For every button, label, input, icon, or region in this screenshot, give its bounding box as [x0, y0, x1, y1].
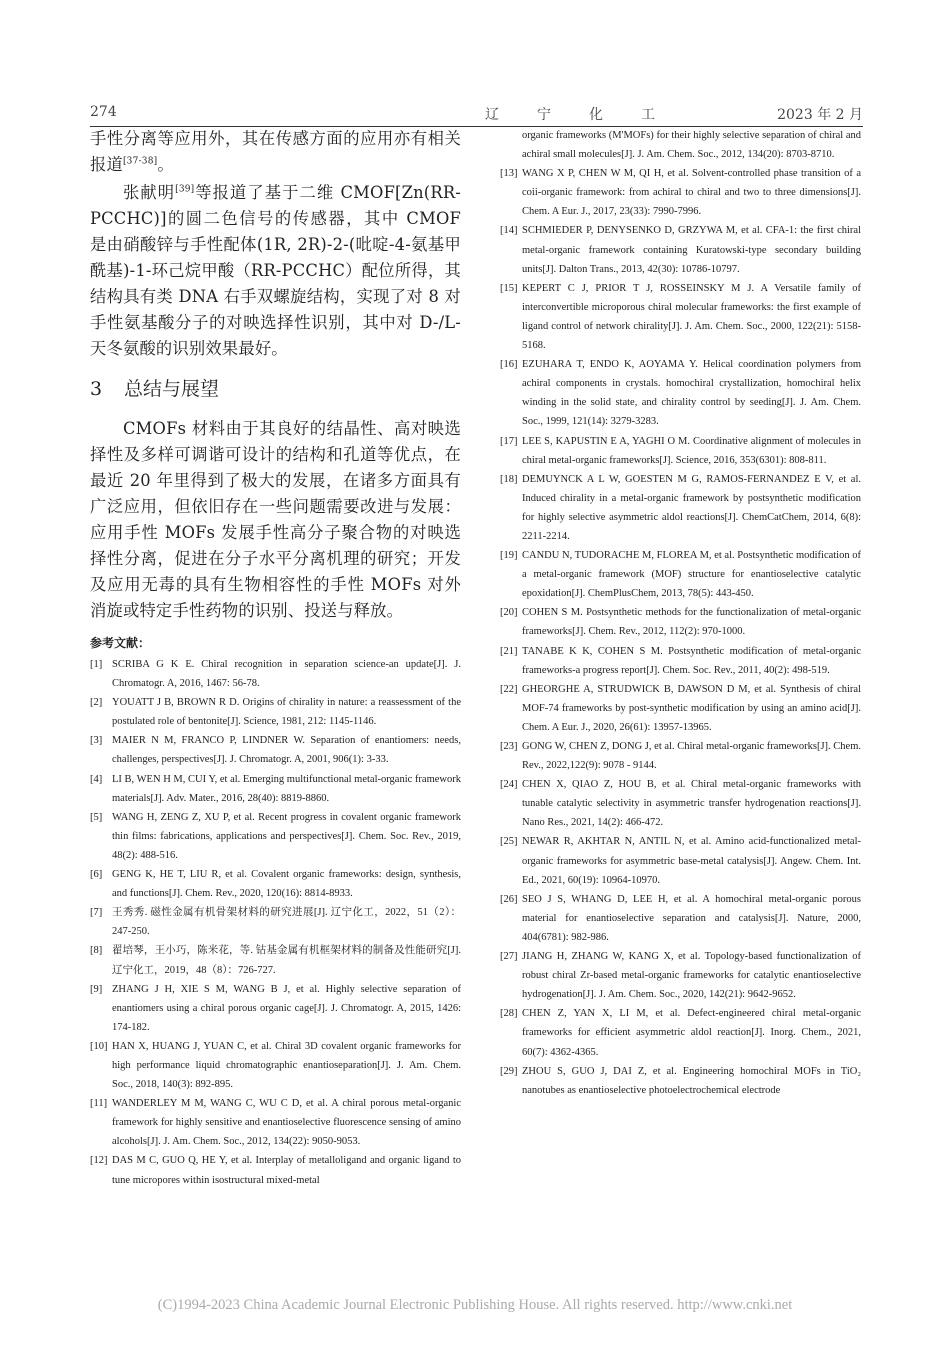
reference-number: [5]: [90, 811, 103, 823]
reference-item: [90, 941, 461, 979]
reference-number: [8]: [90, 945, 103, 957]
reference-number: [28]: [500, 1008, 518, 1020]
reference-text: MAIER N M, FRANCO P, LINDNER W. Separation of enantiomers: needs, challenges, perspectives[J]. J. Chromatogr. A, 2001, 906(1): 3-33.: [112, 735, 461, 766]
reference-item: [500, 432, 861, 470]
reference-item: [90, 808, 461, 865]
reference-number: [1]: [90, 659, 103, 670]
section-number: 3: [90, 378, 103, 400]
page-number: 274: [90, 104, 117, 120]
reference-text: CHEN Z, YAN X, LI M, et al. Defect-engineered chiral metal-organic frameworks for efficient asymmetric aldol reaction[J]. Inorg. Chem., 2021, 60(7): 4362-4365.: [522, 1008, 861, 1058]
citation: [37-38]: [122, 156, 158, 167]
reference-number: [20]: [500, 607, 518, 619]
citation: [39]: [175, 184, 195, 195]
reference-item: [500, 1062, 861, 1100]
journal-char: 辽: [485, 107, 499, 123]
paragraph-text: 手性分离等应用外，其在传感方面的应用亦有相关报道: [90, 129, 461, 174]
reference-text: EZUHARA T, ENDO K, AOYAMA Y. Helical coordination polymers from achiral components in crystals. homochiral crystallization, homochiral helix winding in the solid state, and chirality control by seeding[J]. J. Am. Chem. Soc., 1999, 121(14): 3279-3283.: [522, 359, 861, 428]
page-header: [90, 104, 863, 127]
paragraph-text: 张献明: [123, 183, 176, 202]
journal-name: [485, 104, 655, 124]
reference-item: [500, 947, 861, 1004]
reference-number: [7]: [90, 907, 103, 919]
reference-list: [500, 164, 861, 1100]
reference-text: HAN X, HUANG J, YUAN C, et al. Chiral 3D covalent organic frameworks for high performance liquid chromatographic enantioseparation[J]. J. Am. Chem. Soc., 2018, 140(3): 892-895.: [112, 1040, 461, 1091]
reference-number: [13]: [500, 168, 518, 180]
reference-item: [500, 737, 861, 775]
reference-number: [26]: [500, 893, 518, 905]
reference-text: TANABE K K, COHEN S M. Postsynthetic modification of metal-organic frameworks-a progress report[J]. Chem. Soc. Rev., 2011, 40(2): 498-519.: [522, 645, 861, 676]
reference-number: [3]: [90, 735, 103, 747]
reference-text: LI B, WEN H M, CUI Y, et al. Emerging multifunctional metal-organic framework materials[J]. Adv. Mater., 2016, 28(40): 8819-8860.: [112, 773, 461, 804]
reference-number: [16]: [500, 359, 518, 371]
reference-text: GENG K, HE T, LIU R, et al. Covalent organic frameworks: design, synthesis, and functions[J]. Chem. Rev., 2020, 120(16): 8814-8933.: [112, 869, 461, 900]
reference-item: [90, 770, 461, 808]
reference-text: ZHOU S, GUO J, DAI Z, et al. Engineering homochiral MOFs in TiO₂ nanotubes as enantioselective photoelectrochemical electrode: [522, 1065, 861, 1096]
reference-item: [500, 1004, 861, 1061]
reference-item: [90, 1094, 461, 1151]
reference-item: [500, 642, 861, 680]
reference-item: [500, 221, 861, 278]
reference-item: [500, 680, 861, 737]
left-column: [90, 126, 461, 1190]
reference-text: SCRIBA G K E. Chiral recognition in separation science-an update[J]. J. Chromatogr. A, 2016, 1467: 56-78.: [112, 659, 461, 690]
section-title: 总结与展望: [124, 378, 220, 400]
section-heading: [90, 372, 461, 406]
journal-char: 工: [641, 107, 655, 123]
reference-number: [22]: [500, 683, 518, 695]
reference-number: [9]: [90, 983, 103, 995]
reference-item: [500, 546, 861, 603]
reference-text: YOUATT J B, BROWN R D. Origins of chirality in nature: a reassessment of the postulated role of bentonite[J]. Science, 1981, 212: 1145-1146.: [112, 697, 461, 728]
reference-text: WANDERLEY M M, WANG C, WU C D, et al. A chiral porous metal-organic framework for highly sensitive and enantioselective fluorescence sensing of amino alcohols[J]. J. Am. Chem. Soc., 2012, 134(22): 9050-9053.: [112, 1098, 461, 1148]
reference-number: [23]: [500, 741, 518, 752]
reference-text: KEPERT C J, PRIOR T J, ROSSEINSKY M J. A Versatile family of interconvertible microporous chiral molecular frameworks: the first example of ligand control of network chirality[J]. J. Am. Chem. Soc., 2000, 122(21): 5158-5168.: [522, 282, 861, 352]
reference-item: [90, 731, 461, 769]
copyright-footer: (C)1994-2023 China Academic Journal Electronic Publishing House. All rights reserved. http://www.cnki.net: [157, 1297, 793, 1313]
reference-number: [18]: [500, 473, 518, 485]
reference-text: WANG H, ZENG Z, XU P, et al. Recent progress in covalent organic framework thin films: fabrications, applications and perspectives[J]. Chem. Soc. Rev., 2019, 48(2): 488-516.: [112, 811, 461, 861]
reference-text: CANDU N, TUDORACHE M, FLOREA M, et al. Postsynthetic modification of a metal-organic framework (MOF) structure for enantioselective catalytic epoxidation[J]. ChemPlusChem, 2013, 78(5): 443-450.: [522, 550, 861, 600]
reference-item: [500, 355, 861, 431]
reference-item: [500, 890, 861, 947]
reference-text: DAS M C, GUO Q, HE Y, et al. Interplay of metalloligand and organic ligand to tune micropores within isostructural mixed-metal: [112, 1155, 461, 1186]
reference-text: SEO J S, WHANG D, LEE H, et al. A homochiral metal-organic porous material for enantioselective separation and catalysis[J]. Nature, 2000, 404(6781): 982-986.: [522, 893, 861, 943]
paragraph-text: 。: [157, 155, 174, 174]
reference-text: COHEN S M. Postsynthetic methods for the functionalization of metal-organic frameworks[J]. Chem. Rev., 2012, 112(2): 970-1000.: [522, 607, 861, 638]
reference-number: [17]: [500, 435, 518, 447]
reference-text: ZHANG J H, XIE S M, WANG B J, et al. Highly selective separation of enantiomers using a chiral porous organic cage[J]. J. Chromatogr. A, 2015, 1426: 174-182.: [112, 983, 461, 1033]
reference-number: [12]: [90, 1155, 108, 1167]
reference-text: WANG X P, CHEN W M, QI H, et al. Solvent-controlled phase transition of a coii-organic framework: from achiral to chiral and two to three dimensions[J]. Chem. A Eur. J., 2017, 23(33): 7990-7996.: [522, 168, 861, 218]
reference-number: [14]: [500, 225, 518, 237]
journal-char: 化: [589, 107, 603, 123]
reference-number: [2]: [90, 697, 103, 709]
reference-number: [6]: [90, 869, 103, 881]
paragraph: CMOFs 材料由于其良好的结晶性、高对映选择性及多样可调谐可设计的结构和孔道等优点，在最近 20 年里得到了极大的发展，在诸多方面具有广泛应用，但依旧存在一些问题需要改进与发展：应用手性 MOFs 发展手性高分子聚合物的对映选择性分离，促进在分子水平分离机理的研究；开发及应用无毒的具有生物相容性的手性 MOFs 对外消旋或特定手性药物的识别、投送与释放。: [90, 419, 461, 620]
reference-text: LEE S, KAPUSTIN E A, YAGHI O M. Coordinative alignment of molecules in chiral metal-organic frameworks[J]. Science, 2016, 353(6301): 808-811.: [522, 435, 861, 466]
reference-number: [27]: [500, 951, 518, 963]
reference-item: [500, 603, 861, 641]
reference-item: [500, 832, 861, 889]
reference-number: [25]: [500, 836, 518, 848]
reference-item: [90, 1037, 461, 1094]
reference-text: CHEN X, QIAO Z, HOU B, et al. Chiral metal-organic frameworks with tunable catalytic selectivity in asymmetric transfer hydrogenation reactions[J]. Nano Res., 2021, 14(2): 466-472.: [522, 779, 861, 829]
reference-number: [21]: [500, 645, 518, 657]
references-heading: 参考文献：: [90, 636, 151, 650]
reference-item: [90, 980, 461, 1037]
right-column: [500, 126, 861, 1100]
reference-text: DEMUYNCK A L W, GOESTEN M G, RAMOS-FERNANDEZ E V, et al. Induced chirality in a metal-organic framework by postsynthetic modification for highly selective asymmetric aldol reactions[J]. ChemCatChem, 2014, 6(8): 2211-2214.: [522, 473, 861, 542]
reference-item: [500, 470, 861, 546]
reference-item: [90, 865, 461, 903]
reference-number: [24]: [500, 779, 518, 791]
reference-item: [90, 903, 461, 941]
issue-date: 2023 年 2 月: [777, 107, 863, 123]
reference-number: [4]: [90, 773, 103, 785]
paragraph: [90, 180, 461, 362]
reference-item: [90, 655, 461, 693]
reference-item: [500, 279, 861, 355]
reference-number: [10]: [90, 1040, 108, 1052]
reference-text: JIANG H, ZHANG W, KANG X, et al. Topology-based functionalization of robust chiral Zr-based metal-organic frameworks for catalytic enantioselective hydrogenation[J]. J. Am. Chem. Soc., 2020, 142(21): 9642-9652.: [522, 951, 861, 1001]
reference-text: GONG W, CHEN Z, DONG J, et al. Chiral metal-organic frameworks[J]. Chem. Rev., 2022,122(9): 9078 - 9144.: [522, 741, 861, 772]
reference-text: NEWAR R, AKHTAR N, ANTIL N, et al. Amino acid-functionalized metal-organic frameworks for asymmetric base-metal catalysis[J]. Angew. Chem. Int. Ed., 2021, 60(19): 10964-10970.: [522, 836, 861, 886]
reference-number: [19]: [500, 550, 518, 562]
reference-text: 王秀秀. 磁性金属有机骨架材料的研究进展[J]. 辽宁化工，2022，51（2）：247-250.: [112, 907, 461, 938]
reference-number: [15]: [500, 282, 518, 294]
reference-item: [500, 775, 861, 832]
reference-item: [90, 1151, 461, 1189]
reference-item: [500, 164, 861, 221]
reference-list: [90, 655, 461, 1190]
paragraph: [90, 126, 461, 178]
paragraph-text: 等报道了基于二维 CMOF[Zn(RR-PCCHC)]的圆二色信号的传感器，其中 CMOF 是由硝酸锌与手性配体(1R, 2R)-2-(吡啶-4-氨基甲酰基)-1-环己烷甲酸（RR-PCCHC）配位所得，其结构具有类 DNA 右手双螺旋结构，实现了对 8 对手性氨基酸分子的对映选择性识别，其中对 D-/L-天冬氨酸的识别效果最好。: [90, 183, 461, 358]
reference-item: [90, 693, 461, 731]
reference-number: [29]: [500, 1065, 518, 1077]
reference-text: GHEORGHE A, STRUDWICK B, DAWSON D M, et al. Synthesis of chiral MOF-74 frameworks by post-synthetic modification by using an amino acid[J]. Chem. A Eur. J., 2020, 26(61): 13957-13965.: [522, 683, 861, 733]
reference-text: SCHMIEDER P, DENYSENKO D, GRZYWA M, et al. CFA-1: the first chiral metal-organic framework containing Kuratowski-type secondary building units[J]. Dalton Trans., 2013, 42(30): 10786-10797.: [522, 225, 861, 275]
reference-text: 翟培琴，王小巧，陈米花，等. 钴基金属有机框架材料的制备及性能研究[J]. 辽宁化工，2019，48（8）：726-727.: [112, 945, 461, 976]
journal-char: 宁: [537, 107, 551, 123]
reference-continuation: organic frameworks (M'MOFs) for their highly selective separation of chiral and achiral small molecules[J]. J. Am. Chem. Soc., 2012, 134(20): 8703-8710.: [522, 130, 861, 161]
reference-number: [11]: [90, 1098, 108, 1110]
